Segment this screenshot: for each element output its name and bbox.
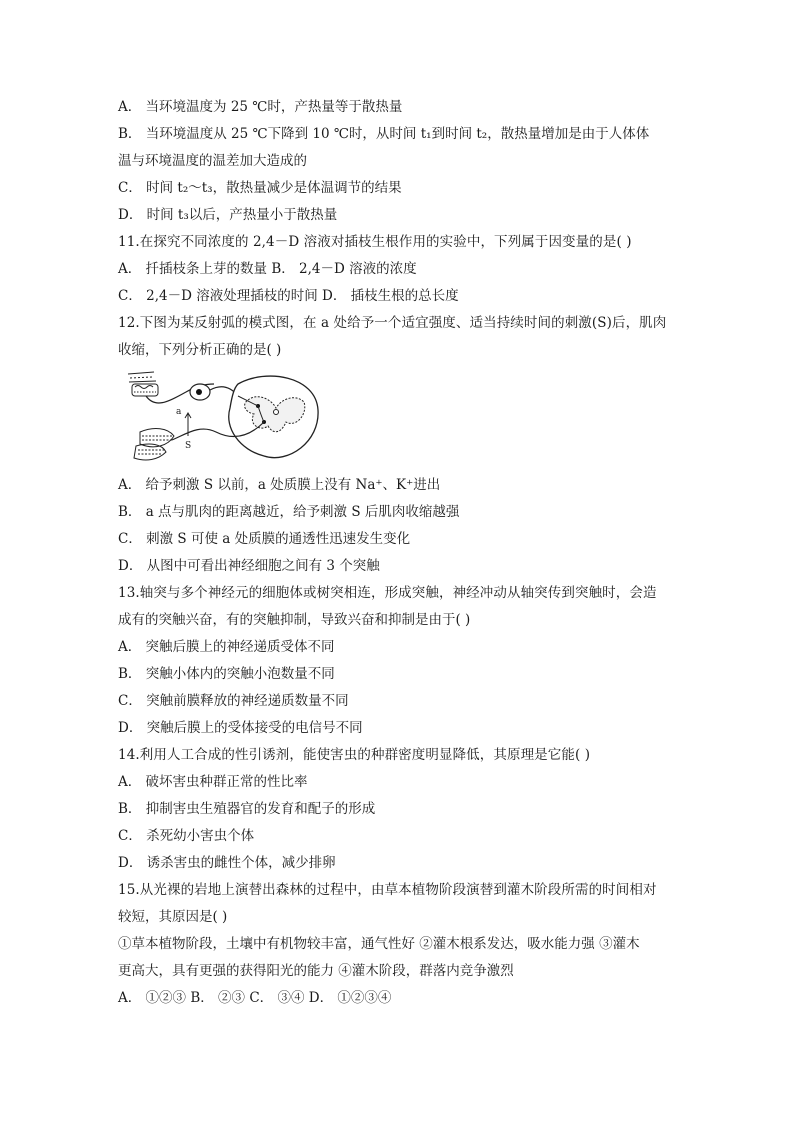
- label-s: S: [185, 441, 192, 451]
- q12-stem-line2: 收缩，下列分析正确的是( ): [118, 342, 282, 358]
- receptor-skin: [128, 372, 158, 396]
- q10-option-b-line1: B． 当环境温度从 25 ℃下降到 10 ℃时，从时间 t₁到时间 t₂，散热量增加是由于人体体: [118, 126, 650, 142]
- q13-stem-line1: 13.轴突与多个神经元的细胞体或树突相连，形成突触，神经冲动从轴突传到突触时，会造: [118, 585, 657, 601]
- q15-stem-line2: 较短，其原因是( ): [118, 909, 228, 925]
- reflex-arc-figure: [118, 364, 683, 472]
- q14-option-d: D． 诱杀害虫的雌性个体，减少排卵: [118, 855, 336, 871]
- q15-statements-line1: ①草本植物阶段，土壤中有机物较丰富，通气性好 ②灌木根系发达，吸水能力强 ③灌木: [118, 936, 640, 952]
- q12-option-b: B． a 点与肌肉的距离越近，给予刺激 S 后肌肉收缩越强: [118, 504, 460, 520]
- label-a: a: [176, 407, 182, 417]
- q14-stem: 14.利用人工合成的性引诱剂，能使害虫的种群密度明显降低，其原理是它能( ): [118, 747, 591, 763]
- q15-choices: A． ①②③ B． ②③ C． ③④ D． ①②③④: [118, 990, 392, 1006]
- q10-option-c: C． 时间 t₂～t₃，散热量减少是体温调节的结果: [118, 180, 402, 196]
- q12-option-d: D． 从图中可看出神经细胞之间有 3 个突触: [118, 558, 380, 574]
- q10-option-b-line2: 温与环境温度的温差加大造成的: [118, 153, 307, 169]
- q15-stem-line1: 15.从光裸的岩地上演替出森林的过程中，由草本植物阶段演替到灌木阶段所需的时间相对: [118, 882, 657, 898]
- q11-stem: 11.在探究不同浓度的 2,4－D 溶液对插枝生根作用的实验中，下列属于因变量的是( ): [118, 234, 632, 250]
- q10-option-d: D． 时间 t₃以后，产热量小于散热量: [118, 207, 338, 223]
- q13-option-c: C． 突触前膜释放的神经递质数量不同: [118, 693, 349, 709]
- q13-option-a: A． 突触后膜上的神经递质受体不同: [118, 639, 335, 655]
- reflex-arc-diagram: [126, 370, 326, 466]
- spinal-cord: [229, 376, 318, 458]
- muscle: [134, 429, 174, 460]
- q12-option-c: C． 刺激 S 可使 a 处质膜的通透性迅速发生变化: [118, 531, 411, 547]
- q11-options-cd: C． 2,4－D 溶液处理插枝的时间 D． 插枝生根的总长度: [118, 288, 459, 304]
- q12-option-a: A． 给予刺激 S 以前，a 处质膜上没有 Na⁺、K⁺进出: [118, 477, 441, 493]
- q14-option-b: B． 抑制害虫生殖器官的发育和配子的形成: [118, 801, 376, 817]
- question-list: [118, 94, 683, 1012]
- q13-option-b: B． 突触小体内的突触小泡数量不同: [118, 666, 335, 682]
- q13-option-d: D． 突触后膜上的受体接受的电信号不同: [118, 720, 363, 736]
- q14-option-c: C． 杀死幼小害虫个体: [118, 828, 255, 844]
- q10-option-a: A． 当环境温度为 25 ℃时，产热量等于散热量: [118, 99, 403, 115]
- q11-options-ab: A． 扦插枝条上芽的数量 B． 2,4－D 溶液的浓度: [118, 261, 417, 277]
- q13-stem-line2: 成有的突触兴奋，有的突触抑制，导致兴奋和抑制是由于( ): [118, 612, 471, 628]
- q12-stem-line1: 12.下图为某反射弧的模式图，在 a 处给予一个适宜强度、适当持续时间的刺激(S)后，肌肉: [118, 315, 667, 331]
- q15-statements-line2: 更高大，具有更强的获得阳光的能力 ④灌木阶段，群落内竞争激烈: [118, 963, 514, 979]
- q14-option-a: A． 破坏害虫种群正常的性比率: [118, 774, 308, 790]
